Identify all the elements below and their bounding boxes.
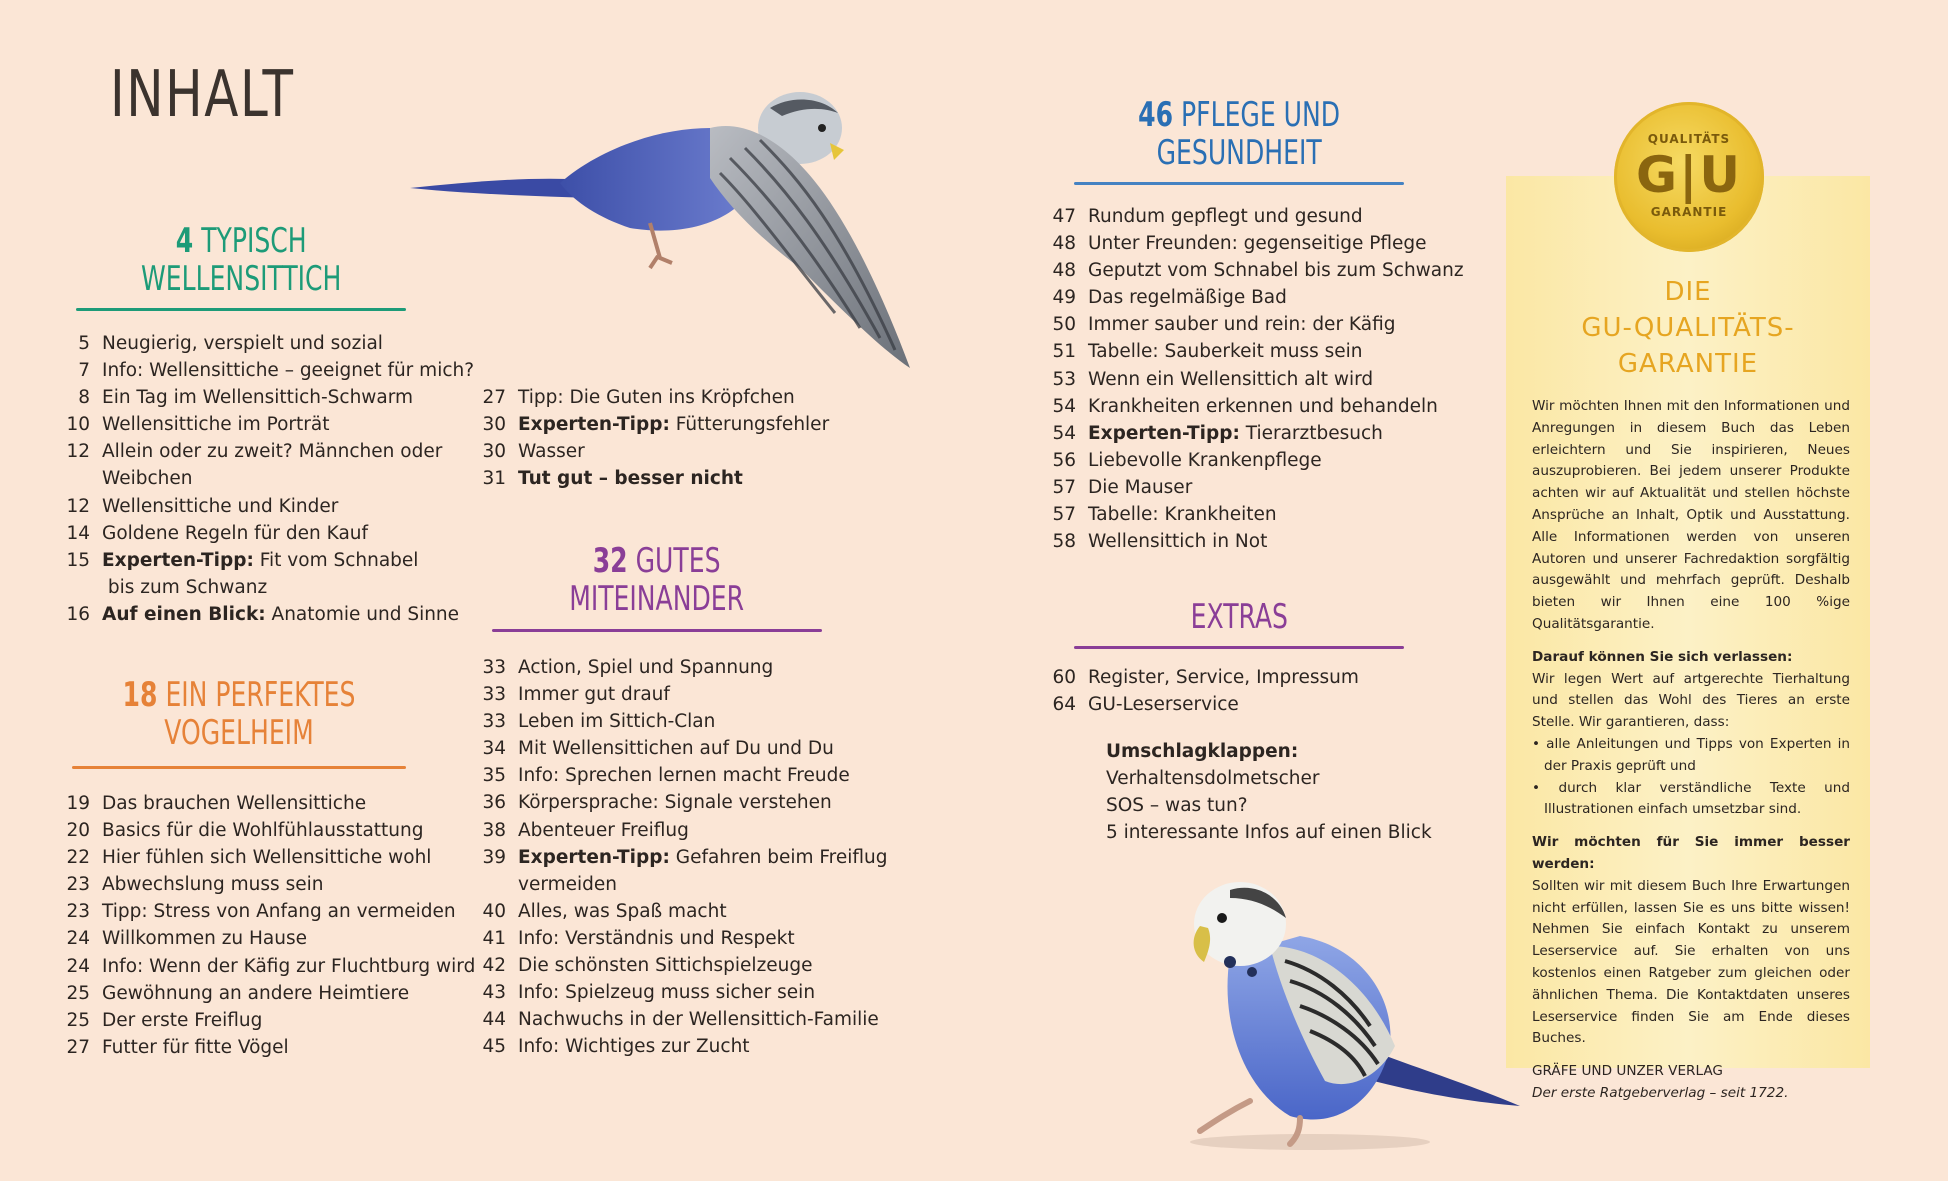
section-rule-vogelheim xyxy=(72,766,406,769)
toc-entry[interactable]: 19 Das brauchen Wellensittiche xyxy=(66,793,367,814)
toc-entry[interactable]: 54 Krankheiten erkennen und behandeln xyxy=(1052,395,1438,417)
flying-budgie-image xyxy=(410,88,950,388)
section-heading-miteinander: 32 GUTES MITEINANDER xyxy=(569,541,745,619)
toc-entry[interactable]: 53 Wenn ein Wellensittich alt wird xyxy=(1052,368,1374,390)
toc-entry[interactable]: 27 Tipp: Die Guten ins Kröpfchen xyxy=(482,387,795,408)
toc-entry[interactable]: 64 GU-Leserservice xyxy=(1052,694,1239,716)
guarantee-better-heading: Wir möchten für Sie immer besser werden: xyxy=(1532,834,1850,872)
toc-entry[interactable]: 48 Unter Freunden: gegenseitige Pflege xyxy=(1052,233,1427,255)
page-title: INHALT xyxy=(110,58,295,132)
section-heading-extras: EXTRAS xyxy=(1190,597,1288,637)
section-rule-miteinander xyxy=(492,629,822,632)
toc-entry[interactable]: 45 Info: Wichtiges zur Zucht xyxy=(482,1036,750,1058)
cover-flaps-item[interactable]: SOS – was tun? xyxy=(1106,795,1248,817)
toc-entry[interactable]: 36 Körpersprache: Signale verstehen xyxy=(482,792,832,814)
toc-entry[interactable]: 33 Leben im Sittich-Clan xyxy=(482,711,716,733)
toc-entry[interactable]: 43 Info: Spielzeug muss sicher sein xyxy=(482,982,816,1004)
toc-list-pflege xyxy=(1032,203,1472,555)
toc-entry[interactable]: 12 Wellensittiche und Kinder xyxy=(66,495,339,517)
cover-flaps-heading: Umschlagklappen: xyxy=(1106,741,1299,762)
toc-entry[interactable]: 30 Wasser xyxy=(482,441,585,463)
toc-list-miteinander xyxy=(462,654,902,1060)
toc-entry[interactable]: 23 Tipp: Stress von Anfang an vermeiden xyxy=(66,901,456,923)
publisher-tagline: Der erste Ratgeberverlag – seit 1722. xyxy=(1532,1084,1789,1101)
toc-entry[interactable]: 42 Die schönsten Sittichspielzeuge xyxy=(482,955,813,977)
cover-flaps-item[interactable]: Verhaltensdolmetscher xyxy=(1106,768,1320,790)
section-heading-vogelheim: 18 EIN PERFEKTES VOGELHEIM xyxy=(122,675,356,753)
toc-entry[interactable]: 44 Nachwuchs in der Wellensittich-Familie xyxy=(482,1009,879,1031)
toc-entry[interactable]: 12 Allein oder zu zweit? Männchen oder xyxy=(66,441,443,463)
toc-entry[interactable]: 34 Mit Wellensittichen auf Du und Du xyxy=(482,738,834,760)
toc-list-vogelheim-part2 xyxy=(462,384,882,492)
section-rule-typisch xyxy=(76,308,406,311)
toc-entry[interactable]: 57 Die Mauser xyxy=(1052,476,1193,498)
toc-entry[interactable]: 7 Info: Wellensittiche – geeignet für mich? xyxy=(78,360,475,382)
guarantee-bullet: • alle Anleitungen und Tipps von Experten in der Praxis geprüft und xyxy=(1532,735,1850,774)
guarantee-title: DIE GU-QUALITÄTS- GARANTIE xyxy=(1581,277,1795,379)
toc-entry[interactable]: 22 Hier fühlen sich Wellensittiche wohl xyxy=(66,847,432,869)
section-heading-typisch: 4 TYPISCH WELLENSITTICH xyxy=(140,221,342,299)
toc-entry[interactable]: 10 Wellensittiche im Porträt xyxy=(66,414,330,436)
section-rule-pflege xyxy=(1074,182,1404,185)
toc-entry[interactable]: 47 Rundum gepflegt und gesund xyxy=(1052,206,1363,227)
toc-entry[interactable]: 60 Register, Service, Impressum xyxy=(1052,667,1359,688)
toc-entry[interactable]: 24 Willkommen zu Hause xyxy=(66,928,308,950)
guarantee-better-text: Sollten wir mit diesem Buch Ihre Erwartungen nicht erfüllen, lassen Sie es uns bitte wissen! Nehmen Sie einfach Kontakt zu unserem Leserservice auf. Sie erhalten von uns kostenlos einen Ratgeber zum gleichen oder ähnlichen Thema. Die Kontaktdaten unseres Leserservice finden Sie am Ende dieses Buches. xyxy=(1532,877,1850,1047)
cover-flaps-item[interactable]: 5 interessante Infos auf einen Blick xyxy=(1106,822,1432,844)
toc-entry[interactable]: 54 Experten-Tipp: Tierarztbesuch xyxy=(1052,422,1383,444)
toc-entry[interactable]: 48 Geputzt vom Schnabel bis zum Schwanz xyxy=(1052,260,1464,282)
toc-entry[interactable]: 41 Info: Verständnis und Respekt xyxy=(482,927,795,949)
toc-entry[interactable]: 38 Abenteuer Freiflug xyxy=(482,819,689,841)
toc-entry[interactable]: 50 Immer sauber und rein: der Käfig xyxy=(1052,314,1396,336)
toc-entry[interactable]: 49 Das regelmäßige Bad xyxy=(1052,287,1287,309)
toc-entry[interactable]: 23 Abwechslung muss sein xyxy=(66,874,324,896)
toc-entry[interactable]: 27 Futter für fitte Vögel xyxy=(66,1036,289,1058)
toc-entry[interactable]: 5 Neugierig, verspielt und sozial xyxy=(78,333,383,354)
toc-entry[interactable]: 33 Action, Spiel und Spannung xyxy=(482,657,774,678)
toc-entry[interactable]: 51 Tabelle: Sauberkeit muss sein xyxy=(1052,341,1363,363)
toc-entry[interactable]: 35 Info: Sprechen lernen macht Freude xyxy=(482,765,850,787)
guarantee-text xyxy=(1532,396,1850,1105)
toc-entry[interactable]: 57 Tabelle: Krankheiten xyxy=(1052,504,1277,526)
toc-entry[interactable]: 58 Wellensittich in Not xyxy=(1052,531,1268,553)
toc-entry[interactable]: 20 Basics für die Wohlfühlausstattung xyxy=(66,820,424,842)
toc-entry[interactable]: 56 Liebevolle Krankenpflege xyxy=(1052,449,1322,471)
gu-quality-seal-icon: QUALITÄTS G|U GARANTIE xyxy=(1614,102,1764,252)
toc-entry[interactable]: 25 Der erste Freiflug xyxy=(66,1009,263,1031)
toc-entry-continuation: Weibchen xyxy=(102,468,193,490)
publisher-name: GRÄFE UND UNZER VERLAG xyxy=(1532,1063,1723,1080)
guarantee-trust-text: Wir legen Wert auf artgerechte Tierhaltung und stellen das Wohl des Tieres an erste Stelle. Wir garantieren, dass: xyxy=(1532,670,1850,731)
toc-list-vogelheim-part1 xyxy=(46,790,476,1061)
toc-list-extras xyxy=(1032,664,1472,718)
toc-entry[interactable]: 25 Gewöhnung an andere Heimtiere xyxy=(66,982,410,1004)
toc-entry[interactable]: 14 Goldene Regeln für den Kauf xyxy=(66,522,369,544)
toc-entry[interactable]: 33 Immer gut drauf xyxy=(482,684,670,706)
section-heading-pflege: 46 PFLEGE UND GESUNDHEIT xyxy=(1138,95,1340,173)
toc-entry[interactable]: 31 Tut gut – besser nicht xyxy=(482,468,743,490)
toc-entry[interactable]: 40 Alles, was Spaß macht xyxy=(482,900,727,922)
guarantee-trust-heading: Darauf können Sie sich verlassen: xyxy=(1532,648,1793,665)
standing-budgie-image xyxy=(1160,876,1520,1156)
toc-entry[interactable]: 16 Auf einen Blick: Anatomie und Sinne xyxy=(66,603,460,625)
toc-entry[interactable]: 24 Info: Wenn der Käfig zur Fluchtburg wird xyxy=(66,955,476,977)
guarantee-bullet: • durch klar verständliche Texte und Illustrationen einfach umsetzbar sind. xyxy=(1532,779,1850,818)
toc-entry[interactable]: 30 Experten-Tipp: Fütterungsfehler xyxy=(482,414,830,436)
guarantee-intro: Wir möchten Ihnen mit den Informationen und Anregungen in diesem Buch das Leben erleichtern und Sie inspirieren, Neues auszuprobieren. Bei jedem unserer Produkte achten wir auf Aktualität und stellen höchste Ansprüche an Inhalt, Optik und Ausstattung. Alle Informationen werden von unseren Autoren und unserer Fachredaktion sorgfältig ausgewählt und mehrfach geprüft. Deshalb bieten wir Ihnen eine 100 %ige Qualitätsgarantie. xyxy=(1532,398,1850,632)
toc-entry[interactable]: 8 Ein Tag im Wellensittich-Schwarm xyxy=(78,387,414,409)
toc-entry[interactable]: 15 Experten-Tipp: Fit vom Schnabel xyxy=(66,549,419,571)
toc-entry-continuation: bis zum Schwanz xyxy=(102,576,268,598)
toc-list-typisch xyxy=(46,330,476,628)
guarantee-bullets xyxy=(1532,734,1850,821)
section-rule-extras xyxy=(1074,646,1404,649)
toc-entry[interactable]: 39 Experten-Tipp: Gefahren beim Freiflug xyxy=(482,846,888,868)
cover-flaps-note xyxy=(1106,738,1432,846)
toc-entry-continuation: vermeiden xyxy=(518,873,618,895)
